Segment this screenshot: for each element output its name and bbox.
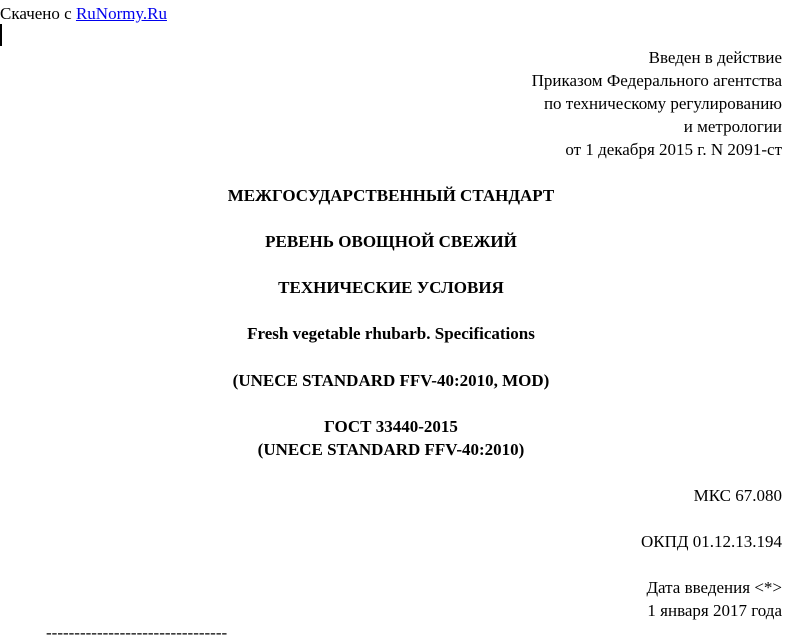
okpd-code: ОКПД 01.12.13.194 [641,532,782,551]
standard-type-heading: МЕЖГОСУДАРСТВЕННЫЙ СТАНДАРТ [227,186,555,205]
enactment-line: и метрологии [683,117,782,136]
enactment-block [532,46,782,161]
unece-mod-line: (UNECE STANDARD FFV-40:2010, MOD) [232,371,550,390]
product-heading: РЕВЕНЬ ОВОЩНОЙ СВЕЖИЙ [265,232,517,251]
intro-date-label: Дата введения <*> [646,578,782,597]
source-line [0,2,167,25]
english-title: Fresh vegetable rhubarb. Specifications [247,324,535,343]
footnote-separator: -------------------------------- [46,623,228,642]
enactment-line: от 1 декабря 2015 г. N 2091-ст [565,140,782,159]
text-cursor [0,24,2,46]
conditions-heading: ТЕХНИЧЕСКИЕ УСЛОВИЯ [278,278,504,297]
gost-number: ГОСТ 33440-2015 [324,417,458,436]
mks-code: МКС 67.080 [693,486,782,505]
unece-line: (UNECE STANDARD FFV-40:2010) [257,440,525,459]
enactment-line: Введен в действие [648,48,782,67]
enactment-line: Приказом Федерального агентства [531,71,782,90]
runormy-link[interactable]: RuNormy.Ru [75,4,167,23]
intro-date-value: 1 января 2017 года [647,601,782,620]
enactment-line: по техническому регулированию [543,94,782,113]
source-prefix: Скачено с [0,4,76,23]
